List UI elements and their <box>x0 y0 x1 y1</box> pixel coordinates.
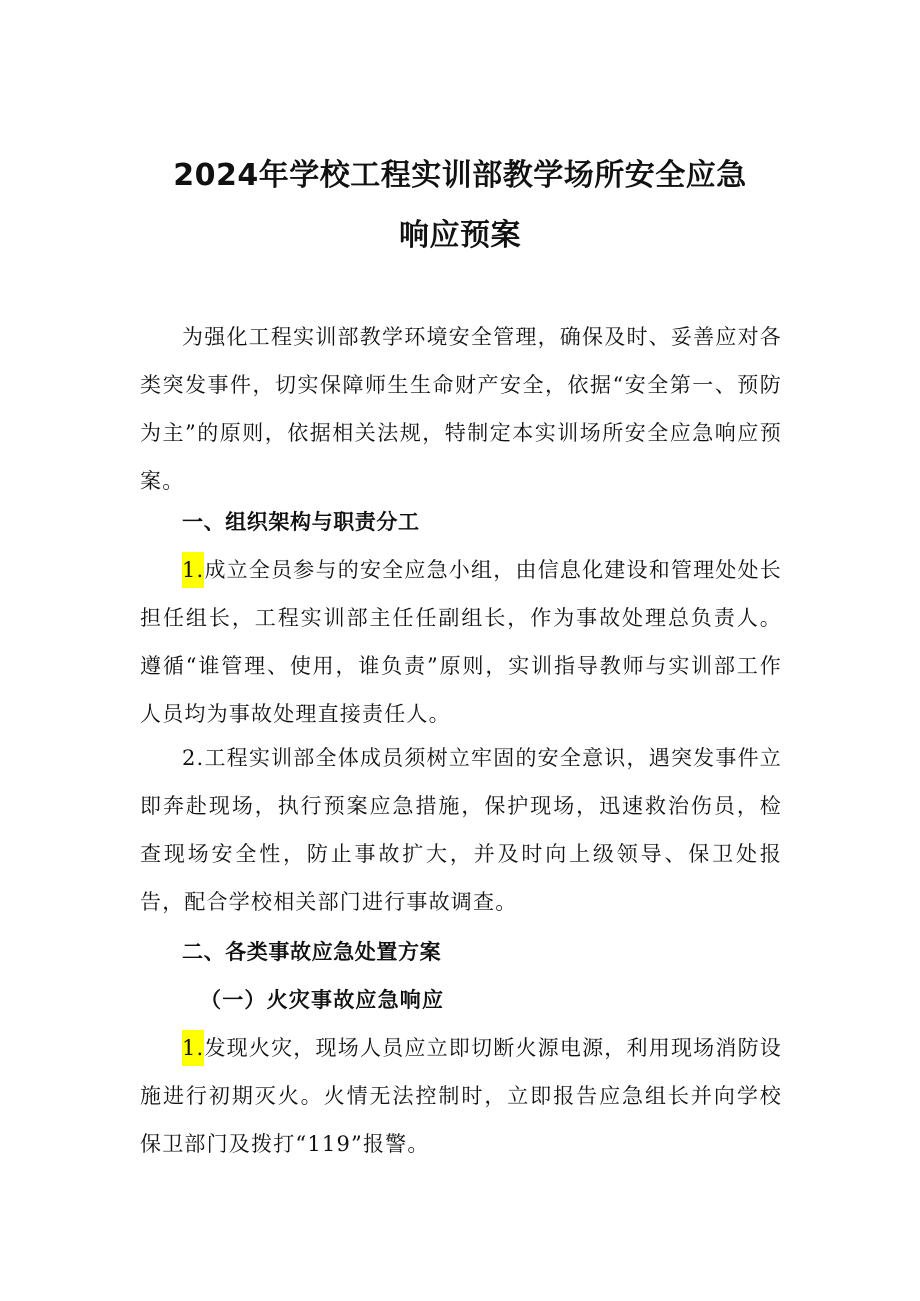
section-1-item-1-text: 成立全员参与的安全应急小组，由信息化建设和管理处处长担任组长，工程实训部主任任副组长，作为事故处理总负责人。遵循“谁管理、使用，谁负责”原则，实训指导教师与实训部工作人员均为事故处理直接责任人。 <box>140 558 782 726</box>
intro-paragraph: 为强化工程实训部教学环境安全管理，确保及时、妥善应对各类突发事件，切实保障师生生命财产安全，依据“安全第一、预防为主”的原则，依据相关法规，特制定本实训场所安全应急响应预案。 <box>140 325 782 493</box>
item-number: 2. <box>182 746 205 770</box>
section-2-heading: 二、各类事故应急处置方案 <box>182 940 442 964</box>
section-1-item-2 <box>140 734 782 926</box>
section-2-subheading-1: （一）火灾事故应急响应 <box>200 987 445 1012</box>
section-1-item-2-text: 工程实训部全体成员须树立牢固的安全意识，遇突发事件立即奔赴现场，执行预案应急措施，保护现场，迅速救治伤员，检查现场安全性，防止事故扩大，并及时向上级领导、保卫处报告，配合学校相关部门进行事故调查。 <box>140 746 782 914</box>
section-1-item-1 <box>140 546 782 738</box>
document-title-line-2: 响应预案 <box>399 218 521 253</box>
section-2-item-1-text: 发现火灾，现场人员应立即切断火源电源，利用现场消防设施进行初期灭火。火情无法控制时，立即报告应急组长并向学校保卫部门及拨打“119”报警。 <box>140 1036 782 1156</box>
highlighted-item-number: 1. <box>182 552 204 588</box>
section-1-heading: 一、组织架构与职责分工 <box>182 510 420 534</box>
document-title-line-1: 2024年学校工程实训部教学场所安全应急 <box>173 158 747 193</box>
highlighted-item-number: 1. <box>182 1030 204 1066</box>
section-2-item-1 <box>140 1024 782 1168</box>
